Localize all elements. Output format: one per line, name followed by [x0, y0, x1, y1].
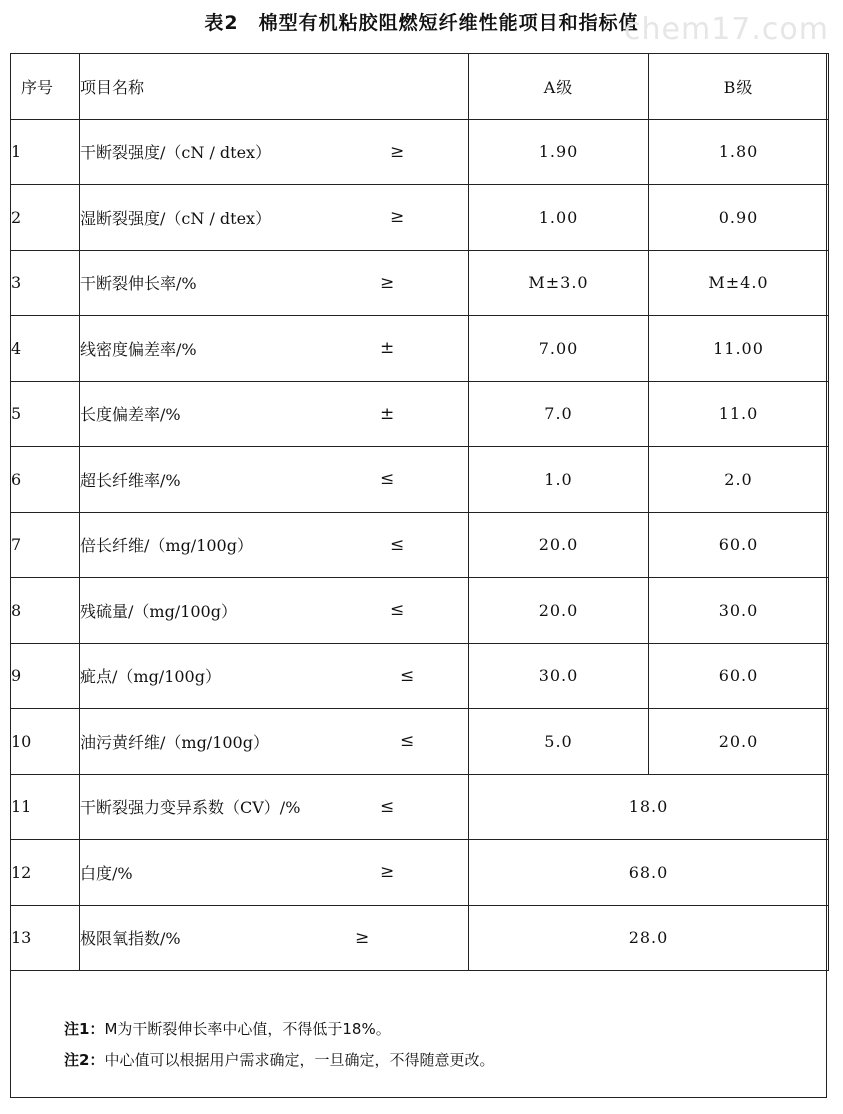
comparison-symbol: ±: [380, 403, 395, 424]
value-grade-b: 60.0: [649, 512, 829, 578]
header-row: [11, 54, 829, 120]
comparison-symbol: ≥: [380, 862, 395, 883]
item-name-cell: [80, 316, 469, 382]
value-grade-b: 1.80: [649, 119, 829, 185]
table-row: [11, 840, 829, 906]
value-grade-a: 30.0: [469, 643, 649, 709]
value-grade-a: 1.90: [469, 119, 649, 185]
item-name: 线密度偏差率/%: [80, 339, 197, 359]
row-number: 3: [11, 250, 80, 316]
header-grade-a: A级: [469, 54, 649, 120]
comparison-symbol: ≥: [355, 927, 370, 948]
item-name: 湿断裂强度/（cN / dtex）: [80, 208, 272, 228]
note-1: [64, 1014, 494, 1045]
value-grade-b: 20.0: [649, 709, 829, 775]
note-text: M为干断裂伸长率中心值，不得低于18%。: [104, 1020, 391, 1038]
item-name-cell: [80, 447, 469, 513]
value-merged: 28.0: [469, 905, 829, 971]
item-name-cell: [80, 381, 469, 447]
watermark: chem17.com: [624, 12, 829, 47]
row-number: 2: [11, 185, 80, 251]
table-row: [11, 381, 829, 447]
row-number: 12: [11, 840, 80, 906]
item-name-cell: [80, 578, 469, 644]
row-number: 7: [11, 512, 80, 578]
table-row: [11, 709, 829, 775]
comparison-symbol: ≥: [380, 272, 395, 293]
comparison-symbol: ≤: [390, 600, 405, 621]
value-merged: 18.0: [469, 774, 829, 840]
header-grade-b: B级: [649, 54, 829, 120]
notes: [64, 1014, 494, 1076]
comparison-symbol: ≥: [390, 207, 405, 228]
row-number: 11: [11, 774, 80, 840]
item-name: 油污黄纤维/（mg/100g）: [80, 732, 269, 752]
value-grade-a: 5.0: [469, 709, 649, 775]
row-number: 1: [11, 119, 80, 185]
item-name-cell: [80, 185, 469, 251]
comparison-symbol: ≥: [390, 141, 405, 162]
note-text: 中心值可以根据用户需求确定，一旦确定，不得随意更改。: [104, 1051, 495, 1069]
table-row: [11, 643, 829, 709]
row-number: 5: [11, 381, 80, 447]
item-name-cell: [80, 905, 469, 971]
item-name-cell: [80, 512, 469, 578]
header-name: 项目名称: [80, 54, 469, 120]
value-grade-a: 7.00: [469, 316, 649, 382]
value-merged: 68.0: [469, 840, 829, 906]
spec-table: [10, 53, 829, 971]
row-number: 9: [11, 643, 80, 709]
value-grade-b: 2.0: [649, 447, 829, 513]
item-name: 干断裂伸长率/%: [80, 274, 197, 294]
item-name: 残硫量/（mg/100g）: [80, 601, 237, 621]
table-row: [11, 578, 829, 644]
table-row: [11, 316, 829, 382]
note-label: 注2：: [64, 1051, 105, 1069]
item-name-cell: [80, 119, 469, 185]
row-number: 8: [11, 578, 80, 644]
value-grade-b: 30.0: [649, 578, 829, 644]
value-grade-b: M±4.0: [649, 250, 829, 316]
header-no: 序号: [11, 54, 80, 120]
comparison-symbol: ≤: [380, 469, 395, 490]
value-grade-b: 11.0: [649, 381, 829, 447]
table-row: [11, 250, 829, 316]
value-grade-b: 11.00: [649, 316, 829, 382]
table-row: [11, 185, 829, 251]
table-row: [11, 512, 829, 578]
table-title: 表2 棉型有机粘胶阻燃短纤维性能项目和指标值: [204, 12, 639, 34]
table-row: [11, 905, 829, 971]
value-grade-b: 0.90: [649, 185, 829, 251]
table-row: [11, 119, 829, 185]
item-name: 极限氧指数/%: [80, 929, 181, 949]
value-grade-a: M±3.0: [469, 250, 649, 316]
row-number: 13: [11, 905, 80, 971]
value-grade-b: 60.0: [649, 643, 829, 709]
table-row: [11, 774, 829, 840]
item-name-cell: [80, 250, 469, 316]
note-label: 注1：: [64, 1020, 105, 1038]
comparison-symbol: ±: [380, 338, 395, 359]
value-grade-a: 1.0: [469, 447, 649, 513]
table-row: [11, 447, 829, 513]
item-name: 白度/%: [80, 863, 133, 883]
item-name-cell: [80, 774, 469, 840]
comparison-symbol: ≤: [390, 534, 405, 555]
row-number: 10: [11, 709, 80, 775]
row-number: 6: [11, 447, 80, 513]
item-name: 干断裂强力变异系数（CV）/%: [80, 798, 301, 818]
item-name: 倍长纤维/（mg/100g）: [80, 536, 253, 556]
item-name: 超长纤维率/%: [80, 470, 181, 490]
value-grade-a: 20.0: [469, 578, 649, 644]
comparison-symbol: ≤: [380, 796, 395, 817]
item-name-cell: [80, 840, 469, 906]
row-number: 4: [11, 316, 80, 382]
item-name: 长度偏差率/%: [80, 405, 181, 425]
item-name-cell: [80, 709, 469, 775]
comparison-symbol: ≤: [400, 731, 415, 752]
item-name: 干断裂强度/（cN / dtex）: [80, 143, 272, 163]
comparison-symbol: ≤: [400, 665, 415, 686]
value-grade-a: 20.0: [469, 512, 649, 578]
item-name-cell: [80, 643, 469, 709]
item-name: 疵点/（mg/100g）: [80, 667, 221, 687]
value-grade-a: 7.0: [469, 381, 649, 447]
note-2: [64, 1045, 494, 1076]
value-grade-a: 1.00: [469, 185, 649, 251]
